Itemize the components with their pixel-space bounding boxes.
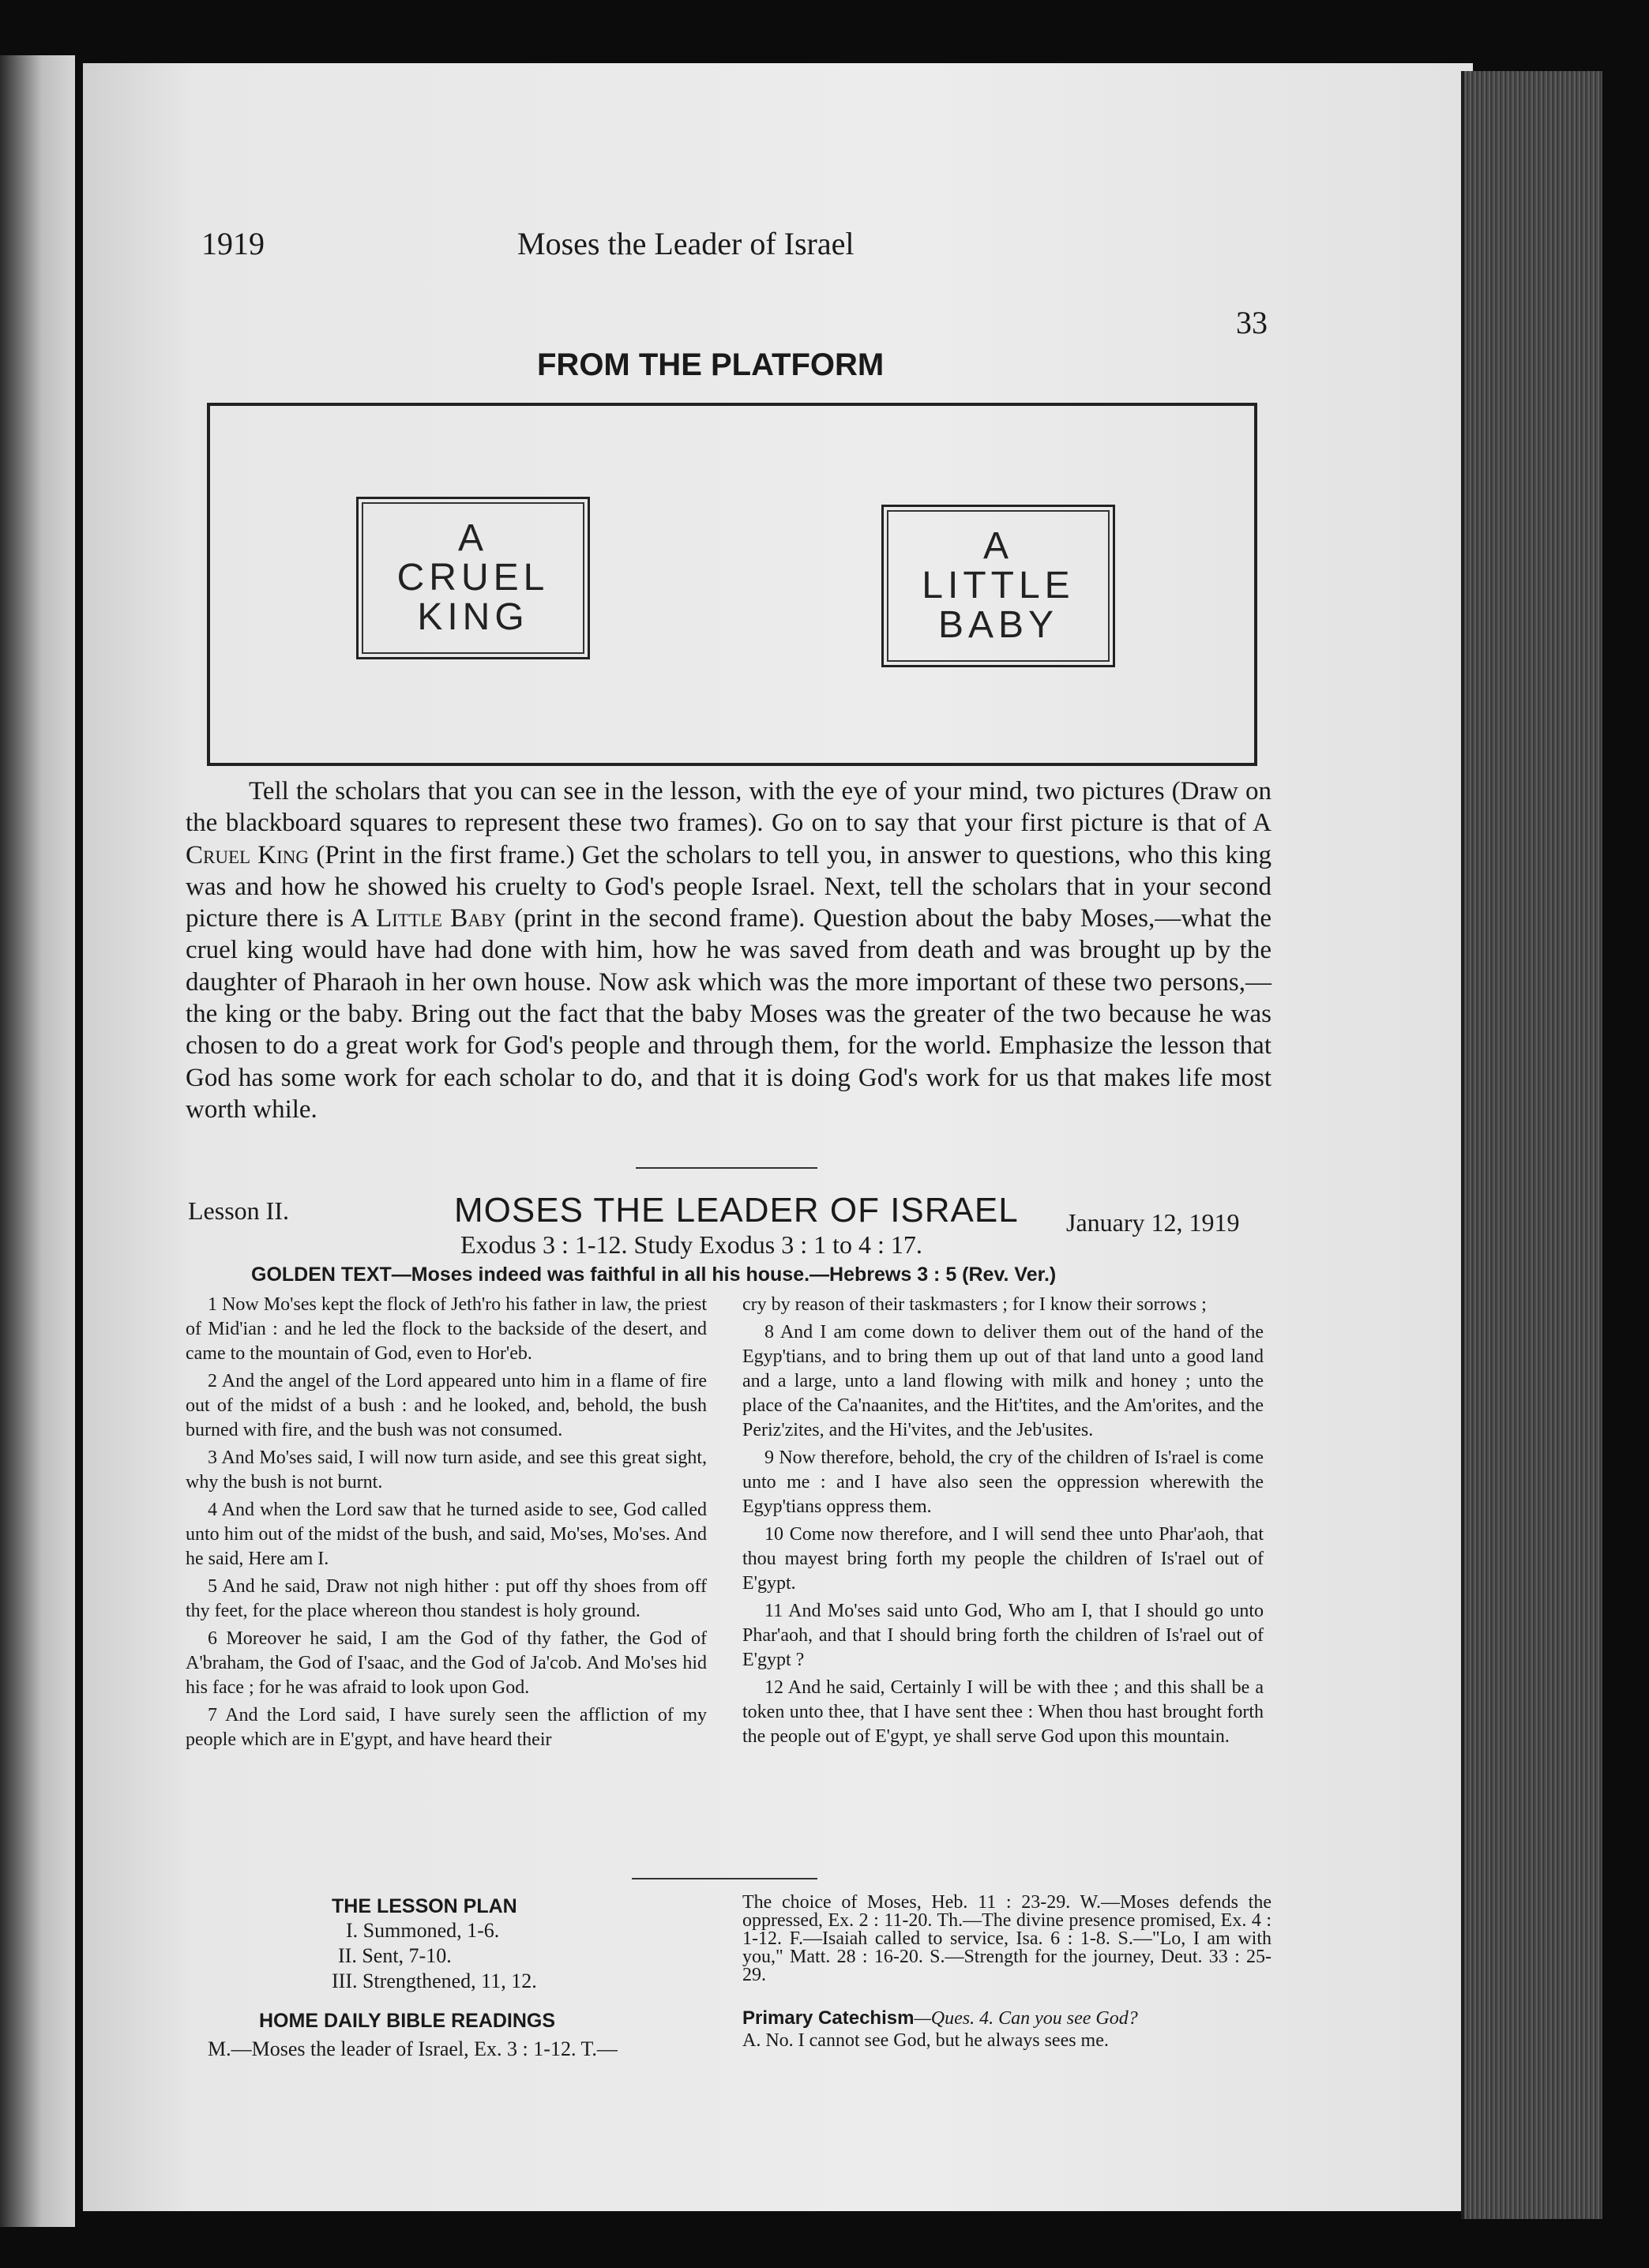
book-page [83,63,1473,2211]
platform-title: FROM THE PLATFORM [537,347,885,382]
lesson-plan-item: I. Summoned, 1-6. [346,1919,500,1942]
page-edges [1461,71,1602,2219]
catechism-label: Primary Catechism [742,2007,915,2029]
frame-line: KING [417,596,529,638]
verse: 8 And I am come down to deliver them out of the hand of the Egyp'tians, and to bring them up out of that land unto a good land and a large, unto a land flowing with milk and honey ; unto the place of the Ca'naanites, and the Hit'tites, and the Am'orites, and the Periz'zites, and the Hi'vites, and the Jeb'usites. [742,1322,1264,1440]
paragraph-text: (print in the second frame). Question about the baby Moses,—what the cruel king would have had done with him, how he was saved from death and was brought up by the daughter of Pharaoh in her own house. Now ask which was the more important of these two persons,—the king or the baby. Bring out the fact that the baby Moses was the greater of the two because he was chosen to do a great work for God's people and through them, for the world. Emphasize the lesson that God has some work for each scholar to do, and that it is doing God's work for us that makes life most worth while. [186,904,1272,1124]
scripture-reference: Exodus 3 : 1-12. Study Exodus 3 : 1 to 4 : 17. [460,1230,922,1259]
verse: 1 Now Mo'ses kept the flock of Jeth'ro his father in law, the priest of Mid'ian : and he led the flock to the backside of the desert, and came to the mountain of God, even to Hor'eb. [186,1294,707,1364]
verse: 2 And the angel of the Lord appeared unto him in a flame of fire out of the midst of a bush : and he looked, and, behold, the bush burned with fire, and the bush was not consumed. [186,1371,707,1440]
verse: 5 And he said, Draw not nigh hither : put off thy shoes from off thy feet, for the place whereon thou standest is holy ground. [186,1576,707,1621]
lesson-date: January 12, 1919 [1066,1208,1240,1237]
daily-readings-title: HOME DAILY BIBLE READINGS [259,2010,556,2032]
lesson-plan-item: III. Strengthened, 11, 12. [332,1969,537,1992]
verse: 3 And Mo'ses said, I will now turn aside, and see this great sight, why the bush is not burnt. [186,1448,707,1493]
lesson-plan-title: THE LESSON PLAN [332,1895,517,1917]
verse: 11 And Mo'ses said unto God, Who am I, that I should go unto Phar'aoh, and that I should bring forth the children of Is'rael out of E'gypt ? [742,1601,1264,1670]
frame-line: CRUEL [396,557,550,599]
paragraph-text: Tell the scholars that you can see in the lesson, with the eye of your mind, two pictures (Draw on the blackboard squares to represent these two frames). Go on to say that your first picture is that of A [186,777,1271,838]
lesson-plan-item: II. Sent, 7-10. [338,1944,452,1967]
scripture-column-right [742,1293,1264,1752]
frame-little-baby [881,505,1115,667]
verse: 4 And when the Lord saw that he turned aside to see, God called unto him out of the midst of the bush, and said, Mo'ses, Mo'ses. And he said, Here am I. [186,1500,707,1569]
paragraph-text: (Print in the first frame.) Get the scholars to tell you, in answer to questions, who this king was and how he showed his cruelty to God's people Israel. Next, tell the scholars that in your second picture there is A [186,840,1271,933]
section-divider [632,1878,817,1879]
verse: cry by reason of their taskmasters ; for I know their sorrows ; [742,1294,1207,1315]
daily-readings-continued: The choice of Moses, Heb. 11 : 23-29. W.—Moses defends the oppressed, Ex. 2 : 11-20. Th.—The divine presence promised, Ex. 4 : 1-12. F.—Isaiah called to service, Isa. 6 : 1-8. S.—"Lo, I am with you," Matt. 28 : 16-20. S.—Strength for the journey, Deut. 33 : 25-29. [742,1892,1271,1985]
frame-line: BABY [937,604,1059,646]
frame-line: LITTLE [922,565,1075,606]
primary-catechism [742,2007,1271,2052]
paragraph-smallcaps: Cruel King [186,840,309,869]
catechism-answer: A. No. I cannot see God, but he always sees me. [742,2030,1109,2051]
lesson-title: MOSES THE LEADER OF ISRAEL [454,1191,1019,1230]
running-title: Moses the Leader of Israel [517,226,855,261]
daily-reading-monday: M.—Moses the leader of Israel, Ex. 3 : 1-12. T.— [208,2037,618,2060]
scripture-column-left [186,1293,707,1755]
verse: 6 Moreover he said, I am the God of thy father, the God of A'braham, the God of I'saac, and the God of Ja'cob. And Mo'ses hid his face ; for he was afraid to look upon God. [186,1628,707,1698]
page-number: 33 [1236,305,1268,340]
lesson-label: Lesson II. [188,1196,289,1225]
blackboard-box [207,403,1257,766]
verse: 9 Now therefore, behold, the cry of the children of Is'rael is come unto me : and I have also seen the oppression wherewith the Egyp'tians oppress them. [742,1448,1264,1517]
frame-line: A [457,517,488,559]
golden-text: GOLDEN TEXT—Moses indeed was faithful in all his house.—Hebrews 3 : 5 (Rev. Ver.) [251,1264,1057,1286]
header-year: 1919 [201,226,265,261]
catechism-question: —Ques. 4. Can you see God? [914,2008,1138,2029]
verse: 12 And he said, Certainly I will be with thee ; and this shall be a token unto thee, that I have sent thee : When thou hast brought forth the people out of E'gypt, ye shall serve God upon this mountain. [742,1677,1264,1747]
frame-cruel-king [356,497,590,659]
platform-paragraph [186,775,1271,1125]
verse: 7 And the Lord said, I have surely seen the affliction of my people which are in E'gypt, and have heard their [186,1705,707,1750]
frame-line: A [982,525,1013,567]
section-divider [636,1167,817,1169]
verse: 10 Come now therefore, and I will send thee unto Phar'aoh, that thou mayest bring forth my people the children of Is'rael out of E'gypt. [742,1524,1264,1594]
left-page-edge [0,55,75,2227]
paragraph-smallcaps: Little Baby [375,904,506,933]
